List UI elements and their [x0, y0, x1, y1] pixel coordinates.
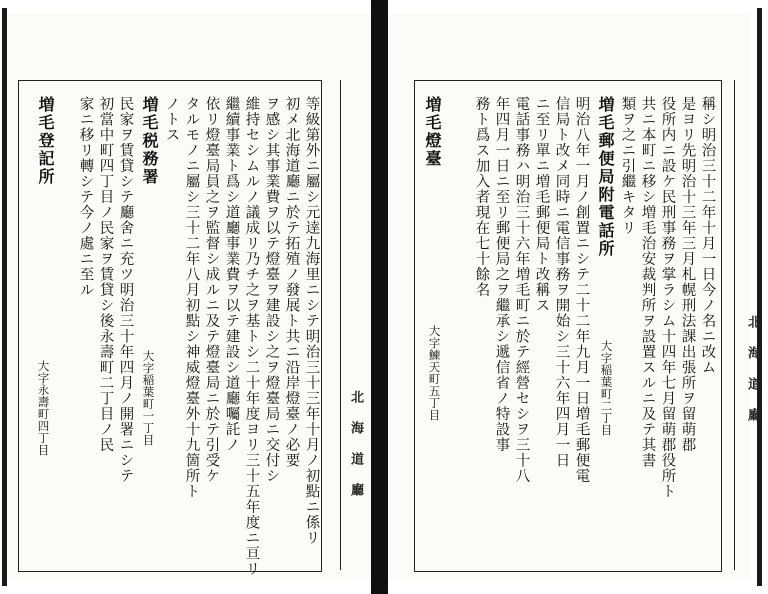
left-heading-tax-office: 増毛税務署 — [140, 96, 159, 186]
right-col-5: 類ヲ之ニ引繼キタリ — [619, 96, 636, 236]
right-col-10: 電話事務ハ明治三十六年増毛町ニ於テ經營セシヲ三十八 — [513, 96, 530, 484]
right-col-11: 年四月一日ニ至リ郵便局之ヲ繼承シ遞信省ノ特設事 — [493, 96, 510, 453]
left-col-5: 繼續事業ト爲シ道廳事業費ヲ以テ建設シ道廳囑託ノ — [223, 96, 240, 453]
left-margin-rule — [340, 80, 341, 570]
left-col-11: 初當中町四丁目ノ民家ヲ賃貸シ後永壽町二丁目ノ民 — [97, 96, 114, 453]
book-gutter — [371, 0, 388, 594]
left-address-2: 大字永壽町四丁目 — [36, 360, 51, 456]
left-book-edge — [2, 8, 7, 586]
right-heading-post-office: 増毛郵便局附電話所 — [596, 96, 615, 258]
left-heading-registry: 増毛登記所 — [36, 96, 55, 186]
left-col-1: 等級第外ニ屬シ元逹九海里ニシテ明治三十三年十月ノ初點ニ係リ — [303, 96, 320, 546]
left-col-12: 家ニ移リ轉シテ今ノ處ニ至ル — [77, 96, 94, 298]
right-address-1: 大字稲葉町二丁目 — [599, 340, 614, 436]
right-col-1: 稱シ明治三十二年十月一日今ノ名ニ改ム — [699, 96, 716, 375]
right-col-7: 明治八年一月ノ創置ニシテ二十二年九月一日増毛郵便電 — [573, 96, 590, 484]
left-col-6: 依リ燈臺局員之ヲ監督シ成ルニ及テ燈臺局ニ於テ引受ケ — [203, 96, 220, 484]
right-col-12: 務ト爲ス加入者現在七十餘名 — [473, 96, 490, 298]
left-col-10: 民家ヲ賃貸シテ廳舍ニ充ツ明治三十年四月ノ開署ニシテ — [117, 96, 134, 484]
right-address-2: 大字鰊天町五丁目 — [427, 325, 442, 421]
right-col-8: 信局ト改メ同時ニ電信事務ヲ開始シ三十六年四月一日 — [553, 96, 570, 468]
left-col-3: ヲ感シ其事業費ヲ以テ燈臺ヲ建設シ之ヲ燈臺局ニ交付シ — [263, 96, 280, 484]
right-col-2: 是ヨリ先明治十三年三月札幌刑法課出張所ヲ留萌郡 — [679, 96, 696, 453]
right-margin-rule — [734, 80, 735, 570]
right-col-4: 共ニ本町ニ移シ増毛治安裁判所ヲ設置スルニ及テ其書 — [639, 96, 656, 468]
right-col-9: ニ至リ單ニ増毛郵便局ト改稱ス — [533, 96, 550, 313]
right-spine-title: 北海道廳 — [745, 315, 760, 439]
right-heading-lighthouse: 増毛燈臺 — [423, 96, 442, 168]
left-col-8: ノトス — [163, 96, 180, 143]
left-col-7: タルモノニ屬シ三十二年八月初點シ神威燈臺外十九箇所ト — [183, 96, 200, 499]
left-col-2: 初メ北海道廳ニ於テ拓殖ノ發展ト共ニ沿岸燈臺ノ必要 — [283, 96, 300, 468]
right-book-edge — [757, 8, 762, 586]
left-address-1: 大字稲葉町一丁目 — [141, 350, 156, 446]
left-spine-title: 北海道廳 — [348, 390, 363, 514]
left-col-4: 維持セシムルノ議成リ乃チ之ヲ基トシ二十年度ヨリ三十五年度ニ亘リ — [243, 96, 260, 577]
right-col-3: 役所内ニ設ケ民刑事務ヲ掌ラシム十四年七月留萌郡役所ト — [659, 96, 676, 499]
